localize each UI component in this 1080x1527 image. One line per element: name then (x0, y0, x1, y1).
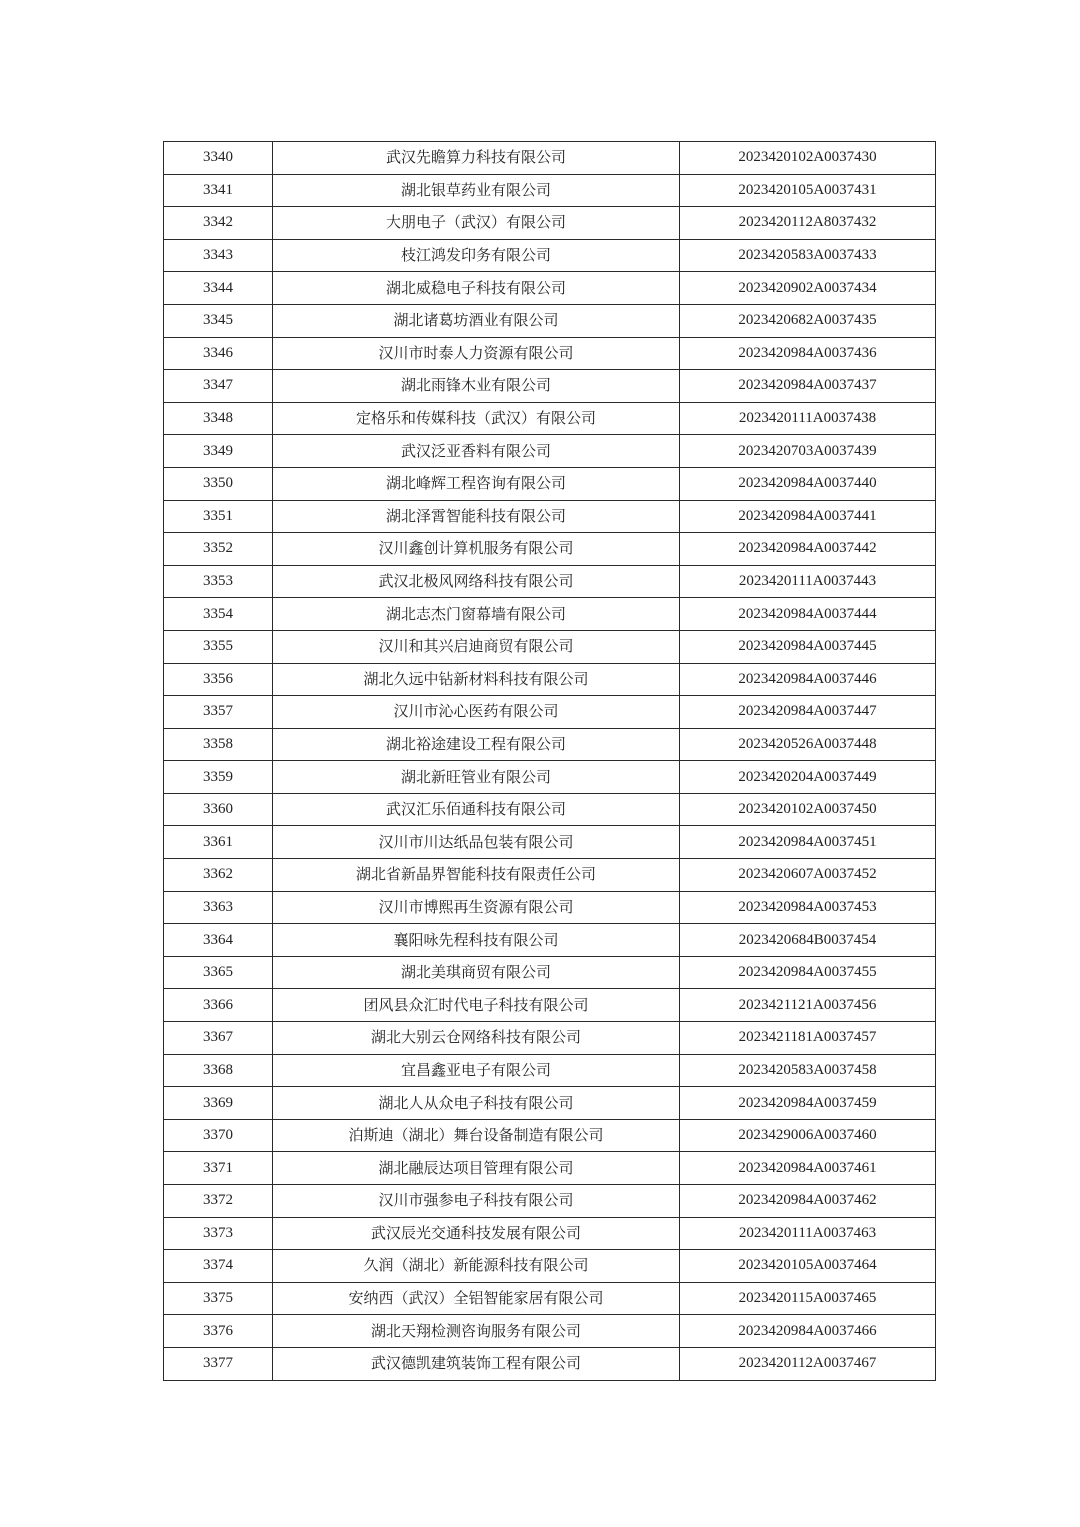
table-row (164, 793, 936, 826)
table-row (164, 1217, 936, 1250)
registration-code-cell: 2023420526A0037448 (680, 728, 936, 761)
table-row (164, 1054, 936, 1087)
table-row (164, 239, 936, 272)
row-index-cell: 3352 (164, 533, 273, 566)
row-index-cell: 3377 (164, 1347, 273, 1380)
table-row (164, 467, 936, 500)
company-name-cell: 襄阳咏先程科技有限公司 (273, 924, 680, 957)
table-row (164, 1119, 936, 1152)
company-name-cell: 湖北大别云仓网络科技有限公司 (273, 1022, 680, 1055)
registration-code-cell: 2023420984A0037440 (680, 467, 936, 500)
company-registry-table (163, 141, 936, 1381)
registration-code-cell: 2023420112A8037432 (680, 207, 936, 240)
table-row (164, 989, 936, 1022)
company-name-cell: 枝江鸿发印务有限公司 (273, 239, 680, 272)
registration-code-cell: 2023420682A0037435 (680, 304, 936, 337)
registration-code-cell: 2023420984A0037466 (680, 1315, 936, 1348)
row-index-cell: 3362 (164, 859, 273, 892)
table-row (164, 663, 936, 696)
company-name-cell: 武汉德凯建筑装饰工程有限公司 (273, 1347, 680, 1380)
row-index-cell: 3344 (164, 272, 273, 305)
registration-code-cell: 2023429006A0037460 (680, 1119, 936, 1152)
row-index-cell: 3343 (164, 239, 273, 272)
table-row (164, 891, 936, 924)
row-index-cell: 3342 (164, 207, 273, 240)
registration-code-cell: 2023420984A0037441 (680, 500, 936, 533)
company-name-cell: 汉川市强参电子科技有限公司 (273, 1185, 680, 1218)
table-row (164, 598, 936, 631)
company-name-cell: 武汉辰光交通科技发展有限公司 (273, 1217, 680, 1250)
row-index-cell: 3341 (164, 174, 273, 207)
table-row (164, 859, 936, 892)
company-name-cell: 汉川市博熙再生资源有限公司 (273, 891, 680, 924)
registration-code-cell: 2023420984A0037445 (680, 630, 936, 663)
row-index-cell: 3365 (164, 956, 273, 989)
registration-code-cell: 2023420984A0037451 (680, 826, 936, 859)
row-index-cell: 3359 (164, 761, 273, 794)
company-name-cell: 湖北志杰门窗幕墙有限公司 (273, 598, 680, 631)
table-row (164, 924, 936, 957)
table-row (164, 1315, 936, 1348)
row-index-cell: 3340 (164, 142, 273, 175)
row-index-cell: 3361 (164, 826, 273, 859)
registration-code-cell: 2023420111A0037438 (680, 402, 936, 435)
row-index-cell: 3350 (164, 467, 273, 500)
registration-code-cell: 2023420102A0037430 (680, 142, 936, 175)
row-index-cell: 3376 (164, 1315, 273, 1348)
company-name-cell: 大朋电子（武汉）有限公司 (273, 207, 680, 240)
company-name-cell: 宜昌鑫亚电子有限公司 (273, 1054, 680, 1087)
company-name-cell: 汉川和其兴启迪商贸有限公司 (273, 630, 680, 663)
registration-code-cell: 2023420115A0037465 (680, 1282, 936, 1315)
registration-code-cell: 2023420111A0037443 (680, 565, 936, 598)
table-row (164, 1022, 936, 1055)
row-index-cell: 3363 (164, 891, 273, 924)
registration-code-cell: 2023420112A0037467 (680, 1347, 936, 1380)
registration-code-cell: 2023420105A0037464 (680, 1250, 936, 1283)
company-name-cell: 湖北天翔检测咨询服务有限公司 (273, 1315, 680, 1348)
company-name-cell: 湖北银草药业有限公司 (273, 174, 680, 207)
registration-code-cell: 2023420984A0037442 (680, 533, 936, 566)
company-name-cell: 泊斯迪（湖北）舞台设备制造有限公司 (273, 1119, 680, 1152)
row-index-cell: 3374 (164, 1250, 273, 1283)
company-name-cell: 汉川市时泰人力资源有限公司 (273, 337, 680, 370)
company-name-cell: 湖北人从众电子科技有限公司 (273, 1087, 680, 1120)
company-name-cell: 汉川市川达纸品包装有限公司 (273, 826, 680, 859)
table-row (164, 272, 936, 305)
row-index-cell: 3367 (164, 1022, 273, 1055)
company-name-cell: 团风县众汇时代电子科技有限公司 (273, 989, 680, 1022)
registration-code-cell: 2023420902A0037434 (680, 272, 936, 305)
table-row (164, 696, 936, 729)
company-name-cell: 武汉汇乐佰通科技有限公司 (273, 793, 680, 826)
row-index-cell: 3347 (164, 370, 273, 403)
row-index-cell: 3375 (164, 1282, 273, 1315)
row-index-cell: 3357 (164, 696, 273, 729)
row-index-cell: 3353 (164, 565, 273, 598)
registration-code-cell: 2023420984A0037462 (680, 1185, 936, 1218)
table-row (164, 1152, 936, 1185)
row-index-cell: 3368 (164, 1054, 273, 1087)
registration-code-cell: 2023420607A0037452 (680, 859, 936, 892)
row-index-cell: 3364 (164, 924, 273, 957)
table-row (164, 500, 936, 533)
company-name-cell: 湖北雨锋木业有限公司 (273, 370, 680, 403)
row-index-cell: 3371 (164, 1152, 273, 1185)
registry-table-body (164, 142, 936, 1381)
company-name-cell: 湖北融辰达项目管理有限公司 (273, 1152, 680, 1185)
row-index-cell: 3349 (164, 435, 273, 468)
table-row (164, 761, 936, 794)
company-name-cell: 汉川鑫创计算机服务有限公司 (273, 533, 680, 566)
registration-code-cell: 2023420111A0037463 (680, 1217, 936, 1250)
table-row (164, 1087, 936, 1120)
table-row (164, 207, 936, 240)
registration-code-cell: 2023420583A0037433 (680, 239, 936, 272)
company-name-cell: 武汉泛亚香料有限公司 (273, 435, 680, 468)
table-row (164, 370, 936, 403)
table-row (164, 435, 936, 468)
registration-code-cell: 2023420204A0037449 (680, 761, 936, 794)
row-index-cell: 3373 (164, 1217, 273, 1250)
registration-code-cell: 2023420984A0037461 (680, 1152, 936, 1185)
table-row (164, 174, 936, 207)
registration-code-cell: 2023420984A0037453 (680, 891, 936, 924)
row-index-cell: 3345 (164, 304, 273, 337)
company-name-cell: 湖北久远中钻新材料科技有限公司 (273, 663, 680, 696)
company-name-cell: 湖北裕途建设工程有限公司 (273, 728, 680, 761)
registration-code-cell: 2023420102A0037450 (680, 793, 936, 826)
row-index-cell: 3346 (164, 337, 273, 370)
registration-code-cell: 2023420984A0037437 (680, 370, 936, 403)
row-index-cell: 3348 (164, 402, 273, 435)
registration-code-cell: 2023420684B0037454 (680, 924, 936, 957)
row-index-cell: 3351 (164, 500, 273, 533)
table-row (164, 1185, 936, 1218)
company-name-cell: 湖北诸葛坊酒业有限公司 (273, 304, 680, 337)
table-row (164, 826, 936, 859)
table-row (164, 1282, 936, 1315)
row-index-cell: 3366 (164, 989, 273, 1022)
row-index-cell: 3360 (164, 793, 273, 826)
registration-code-cell: 2023420984A0037447 (680, 696, 936, 729)
table-row (164, 402, 936, 435)
company-name-cell: 湖北美琪商贸有限公司 (273, 956, 680, 989)
registration-code-cell: 2023421121A0037456 (680, 989, 936, 1022)
registration-code-cell: 2023420984A0037436 (680, 337, 936, 370)
table-row (164, 565, 936, 598)
company-name-cell: 武汉北极风网络科技有限公司 (273, 565, 680, 598)
company-name-cell: 湖北峰辉工程咨询有限公司 (273, 467, 680, 500)
registration-code-cell: 2023420583A0037458 (680, 1054, 936, 1087)
company-name-cell: 武汉先瞻算力科技有限公司 (273, 142, 680, 175)
table-row (164, 533, 936, 566)
table-row (164, 337, 936, 370)
row-index-cell: 3370 (164, 1119, 273, 1152)
row-index-cell: 3358 (164, 728, 273, 761)
registration-code-cell: 2023420984A0037446 (680, 663, 936, 696)
registration-code-cell: 2023420984A0037444 (680, 598, 936, 631)
table-row (164, 1250, 936, 1283)
registration-code-cell: 2023420703A0037439 (680, 435, 936, 468)
row-index-cell: 3356 (164, 663, 273, 696)
company-name-cell: 汉川市沁心医药有限公司 (273, 696, 680, 729)
table-row (164, 956, 936, 989)
row-index-cell: 3355 (164, 630, 273, 663)
registration-code-cell: 2023420984A0037459 (680, 1087, 936, 1120)
company-name-cell: 定格乐和传媒科技（武汉）有限公司 (273, 402, 680, 435)
registration-code-cell: 2023421181A0037457 (680, 1022, 936, 1055)
row-index-cell: 3372 (164, 1185, 273, 1218)
company-name-cell: 湖北泽霄智能科技有限公司 (273, 500, 680, 533)
table-row (164, 630, 936, 663)
row-index-cell: 3354 (164, 598, 273, 631)
table-row (164, 304, 936, 337)
table-row (164, 142, 936, 175)
company-name-cell: 湖北新旺管业有限公司 (273, 761, 680, 794)
company-name-cell: 久润（湖北）新能源科技有限公司 (273, 1250, 680, 1283)
company-name-cell: 湖北省新晶界智能科技有限责任公司 (273, 859, 680, 892)
registration-code-cell: 2023420984A0037455 (680, 956, 936, 989)
company-name-cell: 湖北威稳电子科技有限公司 (273, 272, 680, 305)
registration-code-cell: 2023420105A0037431 (680, 174, 936, 207)
company-name-cell: 安纳西（武汉）全铝智能家居有限公司 (273, 1282, 680, 1315)
table-row (164, 728, 936, 761)
table-row (164, 1347, 936, 1380)
row-index-cell: 3369 (164, 1087, 273, 1120)
